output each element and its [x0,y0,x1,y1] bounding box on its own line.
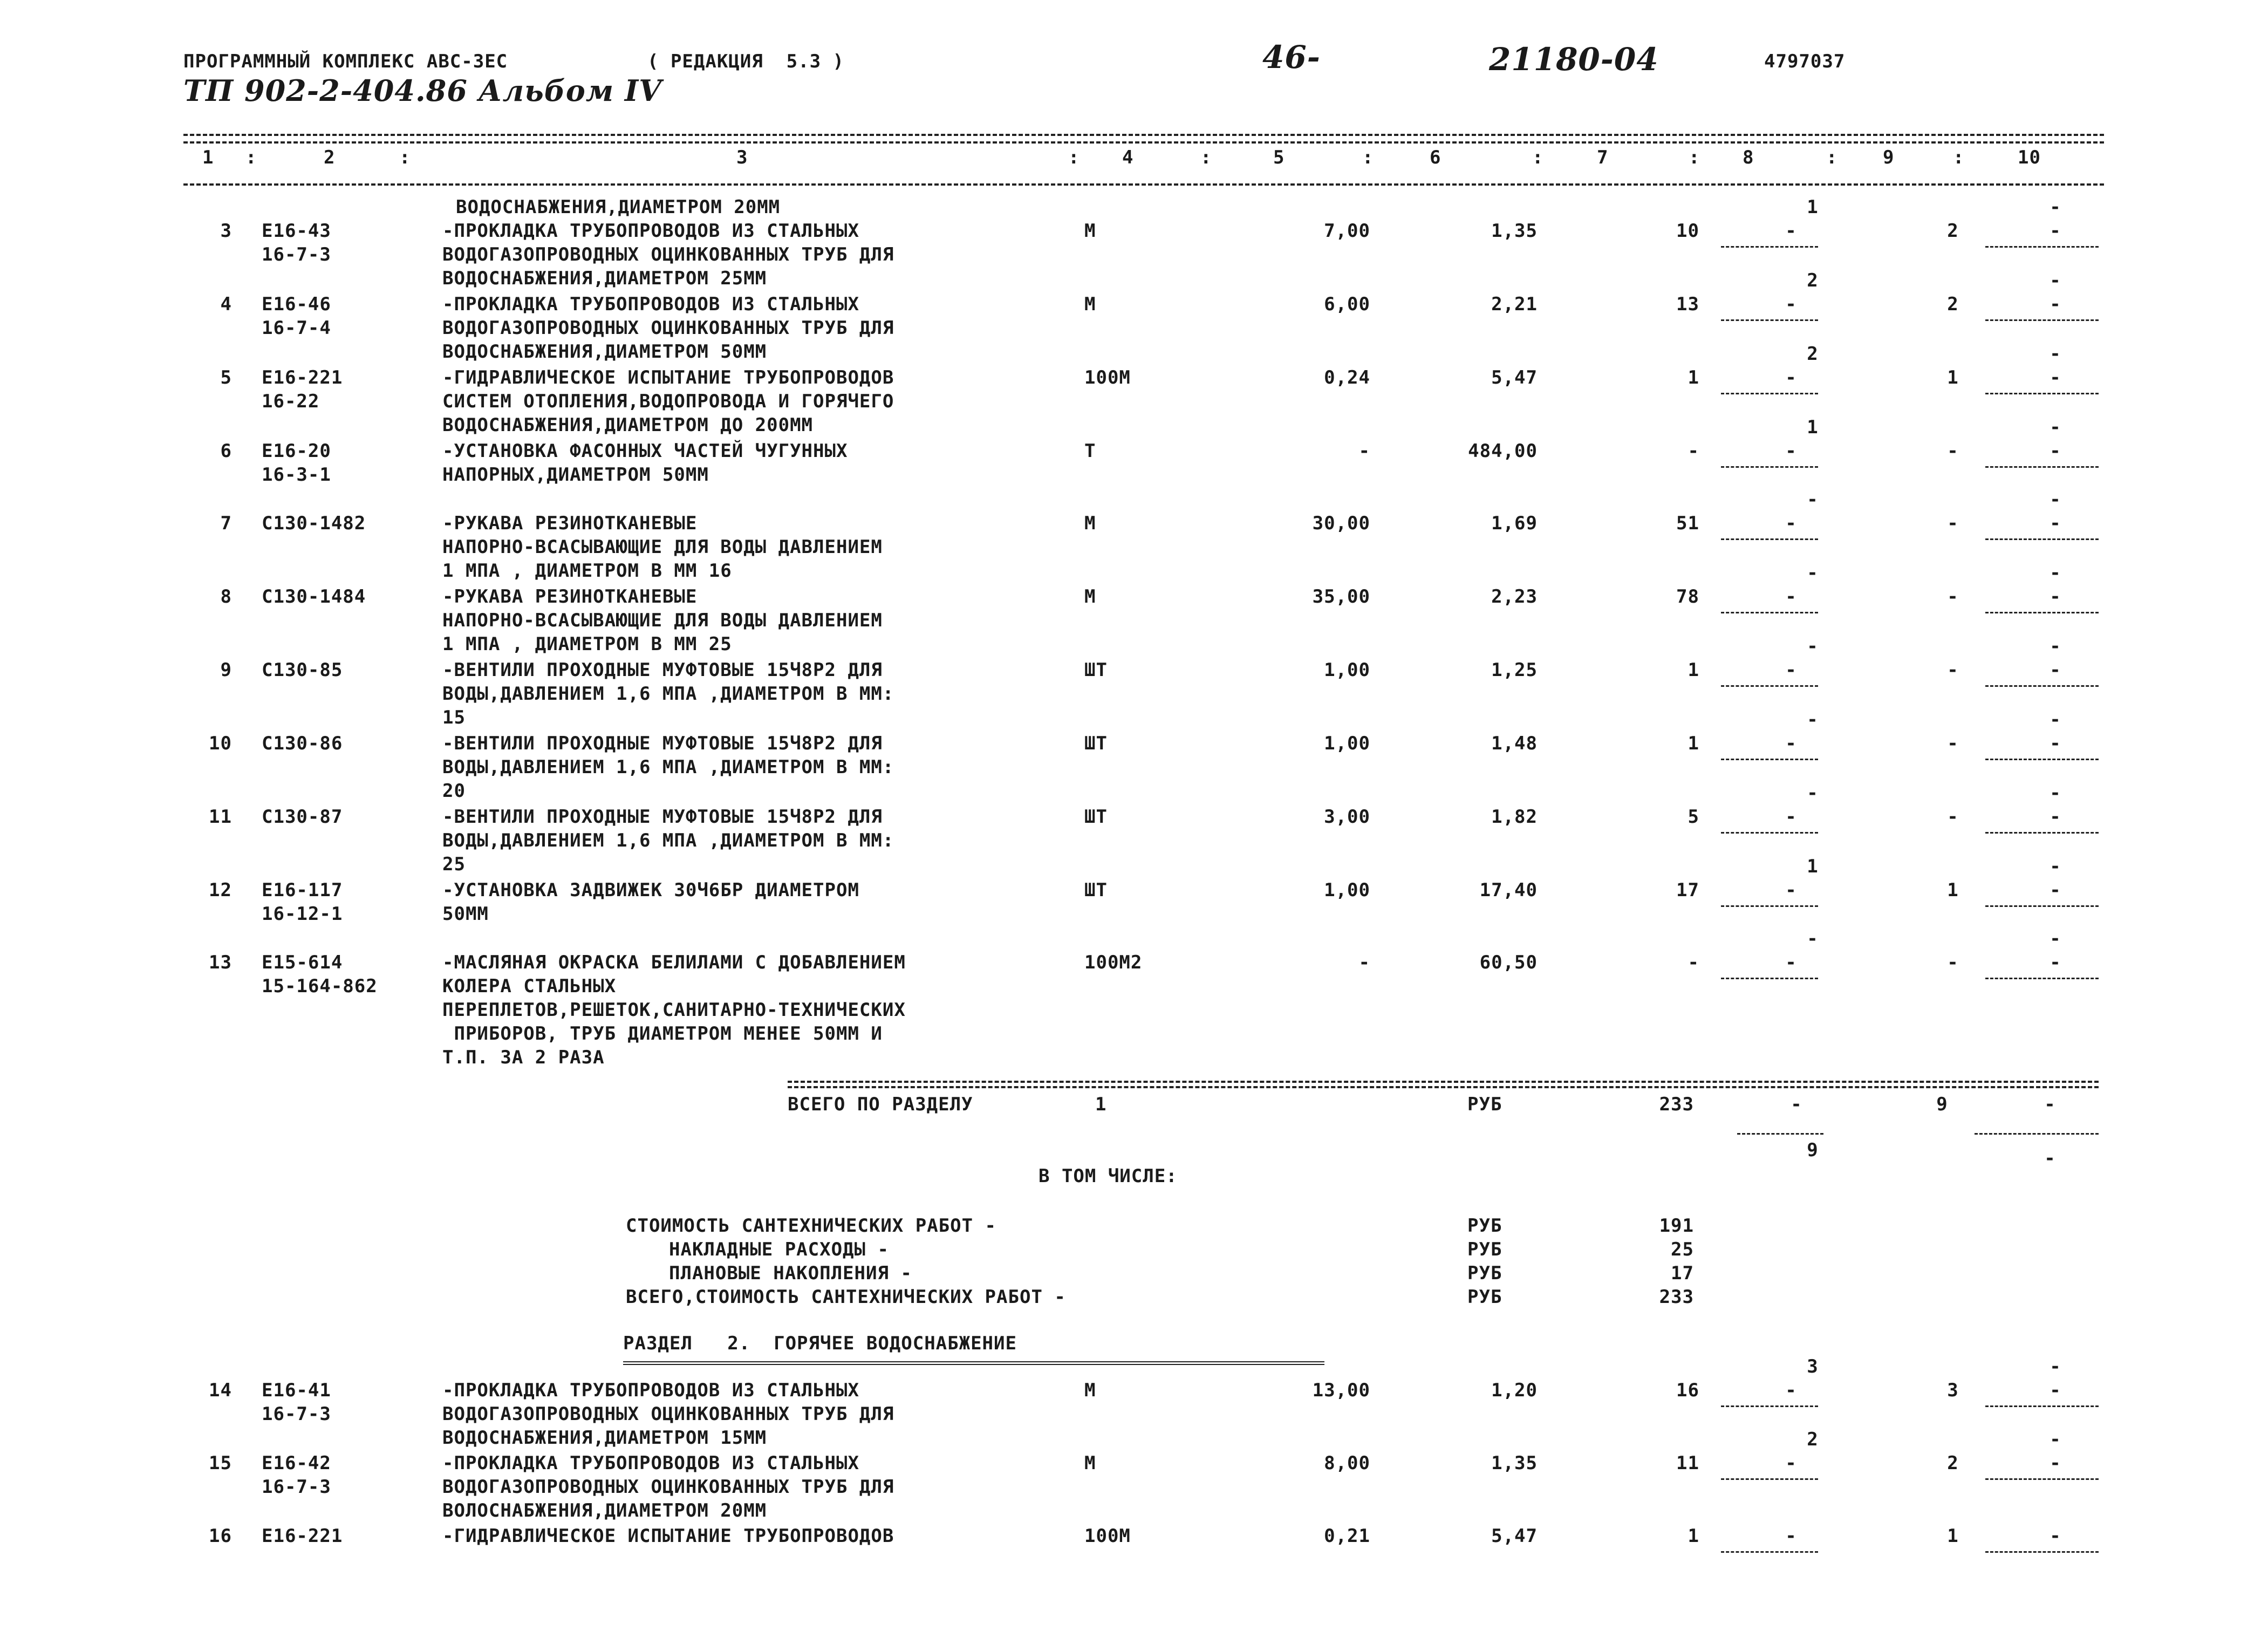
row-col10-sub: - [2050,417,2061,438]
row-description-line: -ВЕНТИЛИ ПРОХОДНЫЕ МУФТОВЫЕ 15Ч8Р2 ДЛЯ [442,659,883,681]
row-col10-rule [1985,1551,2099,1553]
code-number: 4797037 [1764,51,1846,72]
column-header-5: 5 [1273,147,1285,168]
row-number: 7 [220,513,232,534]
row-code: Е15-614 [262,952,343,973]
row-col8: - [1785,806,1797,828]
row-col10-sub: - [2050,270,2061,291]
row-col8-rule [1721,319,1818,321]
row-quantity: 1,00 [1324,733,1370,754]
row-quantity: 30,00 [1312,513,1370,534]
row-description-line: -ПРОКЛАДКА ТРУБОПРОВОДОВ ИЗ СТАЛЬНЫХ [442,220,859,242]
row-total: 1 [1688,659,1699,681]
row-code: Е16-43 [262,220,331,242]
including-item-unit: РУБ [1467,1215,1502,1237]
row-col8: - [1785,952,1797,973]
row-unit: М [1084,513,1096,534]
row-code: С130-1482 [262,513,366,534]
row-total: 11 [1676,1452,1699,1474]
including-item-unit: РУБ [1467,1263,1502,1284]
section-total-col8: - [1791,1094,1802,1115]
row-total: 17 [1676,879,1699,901]
row-code: Е16-221 [262,1525,343,1547]
column-header-4: 4 [1122,147,1134,168]
row-total: 16 [1676,1380,1699,1401]
row-unit-price: 1,35 [1491,1452,1538,1474]
row-code-secondary: 16-3-1 [262,464,331,486]
row-col9: 2 [1947,1452,1959,1474]
row-col8-rule [1721,1405,1818,1407]
row-number: 9 [220,659,232,681]
row-col10-rule [1985,319,2099,321]
row-col10-sub: - [2050,782,2061,804]
row-quantity: 7,00 [1324,220,1370,242]
row-description-line: ВОДОГАЗОПРОВОДНЫХ ОЦИНКОВАННЫХ ТРУБ ДЛЯ [442,244,894,265]
row-col9: - [1947,513,1959,534]
row-col10: - [2050,879,2061,901]
row-description-line: ВОДЫ,ДАВЛЕНИЕМ 1,6 МПА ,ДИАМЕТРОМ В ММ: [442,683,894,705]
row-description-line: -УСТАНОВКА ФАСОННЫХ ЧАСТЕЙ ЧУГУННЫХ [442,440,848,462]
row-col8: - [1785,879,1797,901]
row-quantity: 6,00 [1324,294,1370,315]
row-code: Е16-117 [262,879,343,901]
row-col10-sub: - [2050,489,2061,510]
row-col10-sub: - [2050,1356,2061,1377]
row-description-line: -МАСЛЯНАЯ ОКРАСКА БЕЛИЛАМИ С ДОБАВЛЕНИЕМ [442,952,906,973]
row-col10-rule [1985,1478,2099,1480]
row-col8-sub: 2 [1807,270,1819,291]
row-col10-rule [1985,685,2099,687]
column-header-7: 7 [1597,147,1609,168]
row-col8-rule [1721,393,1818,394]
row-col10-sub: - [2050,709,2061,731]
including-item-label: СТОИМОСТЬ САНТЕХНИЧЕСКИХ РАБОТ - [626,1215,997,1237]
row-col8-sub: - [1807,928,1819,950]
row-col10: - [2050,952,2061,973]
row-number: 16 [209,1525,232,1547]
row-quantity: 8,00 [1324,1452,1370,1474]
row-code-secondary: 16-7-4 [262,317,331,339]
row-col10-rule [1985,832,2099,834]
row-quantity: 35,00 [1312,586,1370,608]
row-description-line: ВОДОГАЗОПРОВОДНЫХ ОЦИНКОВАННЫХ ТРУБ ДЛЯ [442,317,894,339]
row-number: 3 [220,220,232,242]
row-col10-rule [1985,759,2099,760]
row-col10-rule [1985,905,2099,907]
row-unit: Т [1084,440,1096,462]
row-description-line: -ПРОКЛАДКА ТРУБОПРОВОДОВ ИЗ СТАЛЬНЫХ [442,1380,859,1401]
section-total-col10-sub: - [2044,1148,2056,1169]
row-unit: ШТ [1084,879,1108,901]
row-description-line: СИСТЕМ ОТОПЛЕНИЯ,ВОДОПРОВОДА И ГОРЯЧЕГО [442,391,894,412]
row-code: С130-86 [262,733,343,754]
row-description-line: 20 [442,780,466,802]
row-description-line: 25 [442,854,466,875]
row-col8: - [1785,440,1797,462]
row-col8-rule [1721,759,1818,760]
row-col8-sub: - [1807,709,1819,731]
section-total-label: ВСЕГО ПО РАЗДЕЛУ [788,1094,973,1115]
row-description-line: -ГИДРАВЛИЧЕСКОЕ ИСПЫТАНИЕ ТРУБОПРОВОДОВ [442,367,894,388]
row-col9: 1 [1947,1525,1959,1547]
carry-over-text: ВОДОСНАБЖЕНИЯ,ДИАМЕТРОМ 20ММ [456,196,781,218]
document-number: 21180-04 [1489,41,1659,78]
row-quantity: 1,00 [1324,879,1370,901]
row-number: 10 [209,733,232,754]
row-unit: ШТ [1084,659,1108,681]
including-item-value: 191 [1659,1215,1694,1237]
row-col8-sub: 2 [1807,343,1819,365]
row-col8-sub: - [1807,562,1819,584]
row-col8-sub: - [1807,782,1819,804]
row-col8-rule [1721,685,1818,687]
row-quantity: 0,21 [1324,1525,1370,1547]
row-description-line: ВОДЫ,ДАВЛЕНИЕМ 1,6 МПА ,ДИАМЕТРОМ В ММ: [442,830,894,851]
row-col8-rule [1721,832,1818,834]
row-col10-rule [1985,1405,2099,1407]
row-unit-price: 60,50 [1479,952,1538,973]
row-unit: М [1084,1452,1096,1474]
including-item-value: 17 [1671,1263,1694,1284]
row-col9: 1 [1947,879,1959,901]
row-description-line: ПЕРЕПЛЕТОВ,РЕШЕТОК,САНИТАРНО-ТЕХНИЧЕСКИХ [442,999,906,1021]
row-quantity: 13,00 [1312,1380,1370,1401]
row-col8-rule [1721,905,1818,907]
row-col10-rule [1985,978,2099,979]
row-col10-sub: - [2050,343,2061,365]
row-unit: ШТ [1084,733,1108,754]
row-col10: - [2050,220,2061,242]
row-description-line: ВОДОСНАБЖЕНИЯ,ДИАМЕТРОМ 50ММ [442,341,767,363]
row-col8: - [1785,733,1797,754]
row-unit-price: 1,48 [1491,733,1538,754]
album-reference: ТП 902-2-404.86 Альбом IV [183,73,662,108]
including-item-value: 25 [1671,1239,1694,1260]
row-col8-sub: - [1807,636,1819,657]
row-description-line: -УСТАНОВКА ЗАДВИЖЕК 30Ч6БР ДИАМЕТРОМ [442,879,859,901]
row-unit-price: 484,00 [1468,440,1538,462]
row-code: С130-1484 [262,586,366,608]
row-col8: - [1785,220,1797,242]
row-col10: - [2050,733,2061,754]
column-separator: : [245,147,257,168]
row-col10-rule [1985,466,2099,468]
row-unit-price: 1,25 [1491,659,1538,681]
including-item-label: ВСЕГО,СТОИМОСТЬ САНТЕХНИЧЕСКИХ РАБОТ - [626,1286,1066,1308]
including-item-label: НАКЛАДНЫЕ РАСХОДЫ - [669,1239,889,1260]
row-quantity: - [1358,440,1370,462]
row-number: 6 [220,440,232,462]
row-code: С130-85 [262,659,343,681]
row-col10-sub: - [2050,562,2061,584]
row-unit: 100М2 [1084,952,1143,973]
section2-underline [623,1361,1324,1365]
column-header-8: 8 [1743,147,1754,168]
row-quantity: 1,00 [1324,659,1370,681]
row-col8: - [1785,1452,1797,1474]
edition-label: ( РЕДАКЦИЯ 5.3 ) [647,51,844,72]
row-col8-sub: 1 [1807,856,1819,877]
row-col10: - [2050,1380,2061,1401]
row-col10-rule [1985,246,2099,248]
row-description-line: ВОДОГАЗОПРОВОДНЫХ ОЦИНКОВАННЫХ ТРУБ ДЛЯ [442,1476,894,1498]
row-description-line: 1 МПА , ДИАМЕТРОМ В ММ 16 [442,560,732,582]
total-rule-2 [788,1086,2099,1088]
header-rule-bottom [183,183,2104,186]
row-col10-sub: - [2050,636,2061,657]
including-item-value: 233 [1659,1286,1694,1308]
column-header-2: 2 [324,147,336,168]
row-col9: - [1947,806,1959,828]
row-unit: М [1084,294,1096,315]
row-col8-rule [1721,1551,1818,1553]
row-col10-sub: - [2050,856,2061,877]
page-number: 46- [1262,39,1321,76]
row-unit-price: 5,47 [1491,1525,1538,1547]
row-description-line: -ГИДРАВЛИЧЕСКОЕ ИСПЫТАНИЕ ТРУБОПРОВОДОВ [442,1525,894,1547]
row-number: 14 [209,1380,232,1401]
row-code-secondary: 16-22 [262,391,320,412]
column-header-6: 6 [1430,147,1442,168]
row-col9: - [1947,586,1959,608]
row-col10: - [2050,806,2061,828]
row-code: С130-87 [262,806,343,828]
header-rule-top [183,134,2104,136]
row-col8-sub: - [1807,489,1819,510]
row-total: 1 [1688,733,1699,754]
column-separator: : [1200,147,1212,168]
row-unit: 100М [1084,367,1131,388]
row-description-line: НАПОРНЫХ,ДИАМЕТРОМ 50ММ [442,464,709,486]
row-number: 4 [220,294,232,315]
row-description-line: ВОДОСНАБЖЕНИЯ,ДИАМЕТРОМ ДО 200ММ [442,414,814,436]
row-total: 5 [1688,806,1699,828]
row-col8-rule [1721,978,1818,979]
row-total: 10 [1676,220,1699,242]
column-separator: : [1068,147,1080,168]
row-code: Е16-221 [262,367,343,388]
row-code: Е16-41 [262,1380,331,1401]
row-code: Е16-42 [262,1452,331,1474]
program-title: ПРОГРАММНЫЙ КОМПЛЕКС АВС-3ЕС [183,51,508,72]
section2-title: РАЗДЕЛ 2. ГОРЯЧЕЕ ВОДОСНАБЖЕНИЕ [623,1333,1017,1354]
row-unit-price: 2,21 [1491,294,1538,315]
row-total: 1 [1688,367,1699,388]
row-description-line: ВОДОСНАБЖЕНИЯ,ДИАМЕТРОМ 25ММ [442,268,767,289]
row-col8: - [1785,367,1797,388]
row-description-line: ВОДОСНАБЖЕНИЯ,ДИАМЕТРОМ 15ММ [442,1427,767,1449]
row-description-line: 1 МПА , ДИАМЕТРОМ В ММ 25 [442,633,732,655]
row-total: - [1688,440,1699,462]
row-code-secondary: 16-7-3 [262,1476,331,1498]
row-total: 78 [1676,586,1699,608]
row-col9: - [1947,733,1959,754]
row-col10-sub: - [2050,1429,2061,1450]
row-col8-sub: 1 [1807,196,1819,218]
column-header-10: 10 [2018,147,2041,168]
row-col10-rule [1985,393,2099,394]
column-separator: : [1532,147,1544,168]
column-separator: : [1689,147,1700,168]
row-unit-price: 1,20 [1491,1380,1538,1401]
row-col8-rule [1721,246,1818,248]
row-number: 15 [209,1452,232,1474]
row-unit: ШТ [1084,806,1108,828]
section-total-section: 1 [1095,1094,1107,1115]
row-description-line: ВОДОГАЗОПРОВОДНЫХ ОЦИНКОВАННЫХ ТРУБ ДЛЯ [442,1403,894,1425]
row-description-line: КОЛЕРА СТАЛЬНЫХ [442,975,617,997]
row-number: 5 [220,367,232,388]
row-col10: - [2050,1525,2061,1547]
row-code-secondary: 16-7-3 [262,1403,331,1425]
row-col8-rule [1721,1478,1818,1480]
row-description-line: НАПОРНО-ВСАСЫВАЮЩИЕ ДЛЯ ВОДЫ ДАВЛЕНИЕМ [442,610,883,631]
row-description-line: ВОДЫ,ДАВЛЕНИЕМ 1,6 МПА ,ДИАМЕТРОМ В ММ: [442,756,894,778]
column-separator: : [399,147,411,168]
row-col10: - [2050,586,2061,608]
row-quantity: 0,24 [1324,367,1370,388]
row-col10: - [2050,513,2061,534]
row-description-line: НАПОРНО-ВСАСЫВАЮЩИЕ ДЛЯ ВОДЫ ДАВЛЕНИЕМ [442,536,883,558]
row-col10: - [2050,367,2061,388]
row-unit-price: 1,35 [1491,220,1538,242]
row-col10-sub: - [2050,928,2061,950]
section-total-col10: - [2044,1094,2056,1115]
row-unit-price: 1,69 [1491,513,1538,534]
row-col10: - [2050,659,2061,681]
row-col9: 2 [1947,220,1959,242]
row-description-line: -РУКАВА РЕЗИНОТКАНЕВЫЕ [442,513,698,534]
column-separator: : [1362,147,1374,168]
row-col8-sub: 3 [1807,1356,1819,1377]
row-col10: - [2050,440,2061,462]
row-col8-sub: 1 [1807,417,1819,438]
row-col8: - [1785,659,1797,681]
row-col8: - [1785,586,1797,608]
row-unit: М [1084,220,1096,242]
section-total-col8-sub: 9 [1807,1139,1819,1161]
row-unit: М [1084,1380,1096,1401]
row-col8-sub: 2 [1807,1429,1819,1450]
section-total-col10-rule [1975,1133,2099,1135]
row-description-line: Т.П. ЗА 2 РАЗА [442,1047,605,1068]
row-number: 8 [220,586,232,608]
row-code-secondary: 15-164-862 [262,975,378,997]
section-total-col9: 9 [1936,1094,1948,1115]
row-description-line: ПРИБОРОВ, ТРУБ ДИАМЕТРОМ МЕНЕЕ 50ММ И [442,1023,883,1045]
row-col10-sub: - [2050,196,2061,218]
row-total: 51 [1676,513,1699,534]
row-description-line: ВОЛОСНАБЖЕНИЯ,ДИАМЕТРОМ 20ММ [442,1500,767,1521]
row-col8: - [1785,1380,1797,1401]
column-separator: : [1953,147,1965,168]
row-col9: 2 [1947,294,1959,315]
row-col8-rule [1721,538,1818,540]
row-description-line: -РУКАВА РЕЗИНОТКАНЕВЫЕ [442,586,698,608]
row-code-secondary: 16-12-1 [262,903,343,925]
section-total-col8-rule [1737,1133,1823,1135]
row-number: 11 [209,806,232,828]
including-item-unit: РУБ [1467,1286,1502,1308]
header-rule-top-2 [183,141,2104,144]
row-total: 1 [1688,1525,1699,1547]
row-col10-rule [1985,612,2099,613]
row-quantity: - [1358,952,1370,973]
row-quantity: 3,00 [1324,806,1370,828]
row-total: - [1688,952,1699,973]
row-description-line: -ВЕНТИЛИ ПРОХОДНЫЕ МУФТОВЫЕ 15Ч8Р2 ДЛЯ [442,733,883,754]
row-unit: 100М [1084,1525,1131,1547]
total-rule [788,1081,2099,1083]
row-total: 13 [1676,294,1699,315]
column-header-9: 9 [1883,147,1895,168]
row-col9: - [1947,659,1959,681]
row-description-line: 50ММ [442,903,489,925]
row-unit-price: 2,23 [1491,586,1538,608]
row-unit-price: 17,40 [1479,879,1538,901]
including-item-unit: РУБ [1467,1239,1502,1260]
row-col9: 1 [1947,367,1959,388]
row-code: Е16-46 [262,294,331,315]
row-col9: - [1947,440,1959,462]
row-col9: 3 [1947,1380,1959,1401]
row-code: Е16-20 [262,440,331,462]
row-col10-rule [1985,538,2099,540]
row-col10: - [2050,294,2061,315]
including-label: В ТОМ ЧИСЛЕ: [1039,1165,1178,1187]
row-description-line: -ПРОКЛАДКА ТРУБОПРОВОДОВ ИЗ СТАЛЬНЫХ [442,1452,859,1474]
row-col8: - [1785,294,1797,315]
row-col8: - [1785,513,1797,534]
row-col9: - [1947,952,1959,973]
section-total-unit: РУБ [1467,1094,1502,1115]
column-header-3: 3 [736,147,748,168]
row-unit-price: 1,82 [1491,806,1538,828]
row-col8: - [1785,1525,1797,1547]
row-description-line: -ВЕНТИЛИ ПРОХОДНЫЕ МУФТОВЫЕ 15Ч8Р2 ДЛЯ [442,806,883,828]
column-separator: : [1826,147,1838,168]
row-description-line: -ПРОКЛАДКА ТРУБОПРОВОДОВ ИЗ СТАЛЬНЫХ [442,294,859,315]
column-header-1: 1 [202,147,214,168]
row-col8-rule [1721,612,1818,613]
including-item-label: ПЛАНОВЫЕ НАКОПЛЕНИЯ - [669,1263,912,1284]
row-code-secondary: 16-7-3 [262,244,331,265]
row-unit: М [1084,586,1096,608]
row-col8-rule [1721,466,1818,468]
row-number: 13 [209,952,232,973]
row-unit-price: 5,47 [1491,367,1538,388]
row-number: 12 [209,879,232,901]
row-col10: - [2050,1452,2061,1474]
section-total-value: 233 [1659,1094,1694,1115]
row-description-line: 15 [442,707,466,728]
